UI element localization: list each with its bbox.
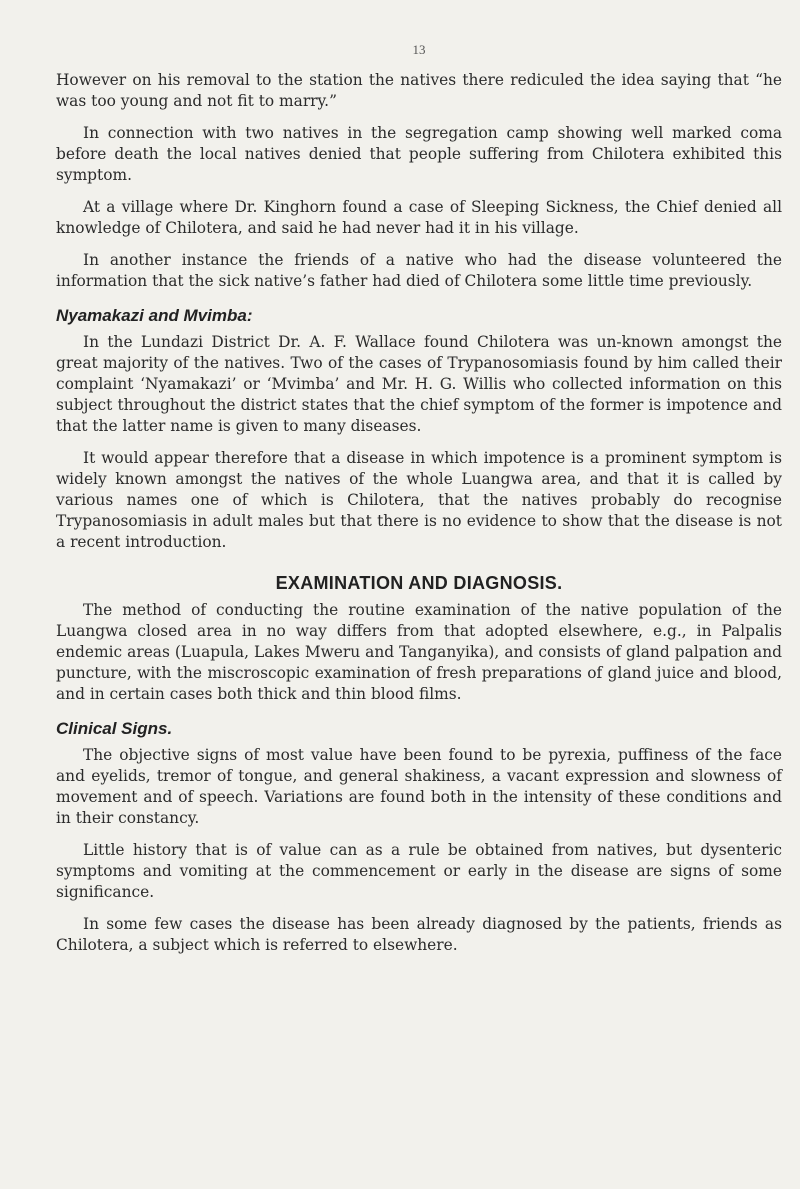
paragraph: The objective signs of most value have been found to be pyrexia, puffiness of the face and eyelids, tremor of tongue, and general shakiness, a vacant expression and slowness of movement and of speech. Variations are found both in the intensity of these conditions and in their constancy. [56,746,782,827]
page-number: 13 [412,42,426,57]
paragraph: The method of conducting the routine examination of the native population of the Luangwa closed area in no way differs from that adopted elsewhere, e.g., in Palpalis endemic areas (Luapula, Lakes Mweru and Tanganyika), and consists of gland palpation and puncture, with the miscroscopic examination of fresh preparations of gland juice and blood, and in certain cases both thick and thin blood films. [56,601,782,703]
paragraph: In the Lundazi District Dr. A. F. Wallace found Chilotera was un-known amongst the great majority of the natives. Two of the cases of Trypanosomiasis found by him called their complaint ‘Nyamakazi’ or ‘Mvimba’ and Mr. H. G. Willis who collected information on this subject throughout the district states that the chief symptom of the former is impotence and that the latter name is given to many diseases. [56,333,782,435]
heading-nyamakazi-mvimba: Nyamakazi and Mvimba: [56,306,253,325]
heading-clinical-signs: Clinical Signs. [56,719,173,738]
paragraph: Little history that is of value can as a rule be obtained from natives, but dysenteric symptoms and vomiting at the commencement or early in the disease are signs of some significance. [56,841,782,901]
paragraph: At a village where Dr. Kinghorn found a case of Sleeping Sickness, the Chief denied all knowledge of Chilotera, and said he had never had it in his village. [56,198,782,237]
document-page [56,42,782,967]
paragraph: However on his removal to the station the natives there rediculed the idea saying that “he was too young and not fit to marry.” [56,71,782,110]
paragraph: In another instance the friends of a native who had the disease volunteered the information that the sick native’s father had died of Chilotera some little time previously. [56,251,782,290]
paragraph: In connection with two natives in the segregation camp showing well marked coma before death the local natives denied that people suffering from Chilotera exhibited this symptom. [56,124,782,184]
paragraph: It would appear therefore that a disease in which impotence is a prominent symptom is widely known amongst the natives of the whole Luangwa area, and that it is called by various names one of which is Chilotera, that the natives probably do recognise Trypanosomiasis in adult males but that there is no evidence to show that the disease is not a recent introduction. [56,449,782,551]
paragraph: In some few cases the disease has been already diagnosed by the patients, friends as Chilotera, a subject which is referred to elsewhere. [56,915,782,954]
heading-examination-diagnosis: EXAMINATION AND DIAGNOSIS. [275,573,563,593]
